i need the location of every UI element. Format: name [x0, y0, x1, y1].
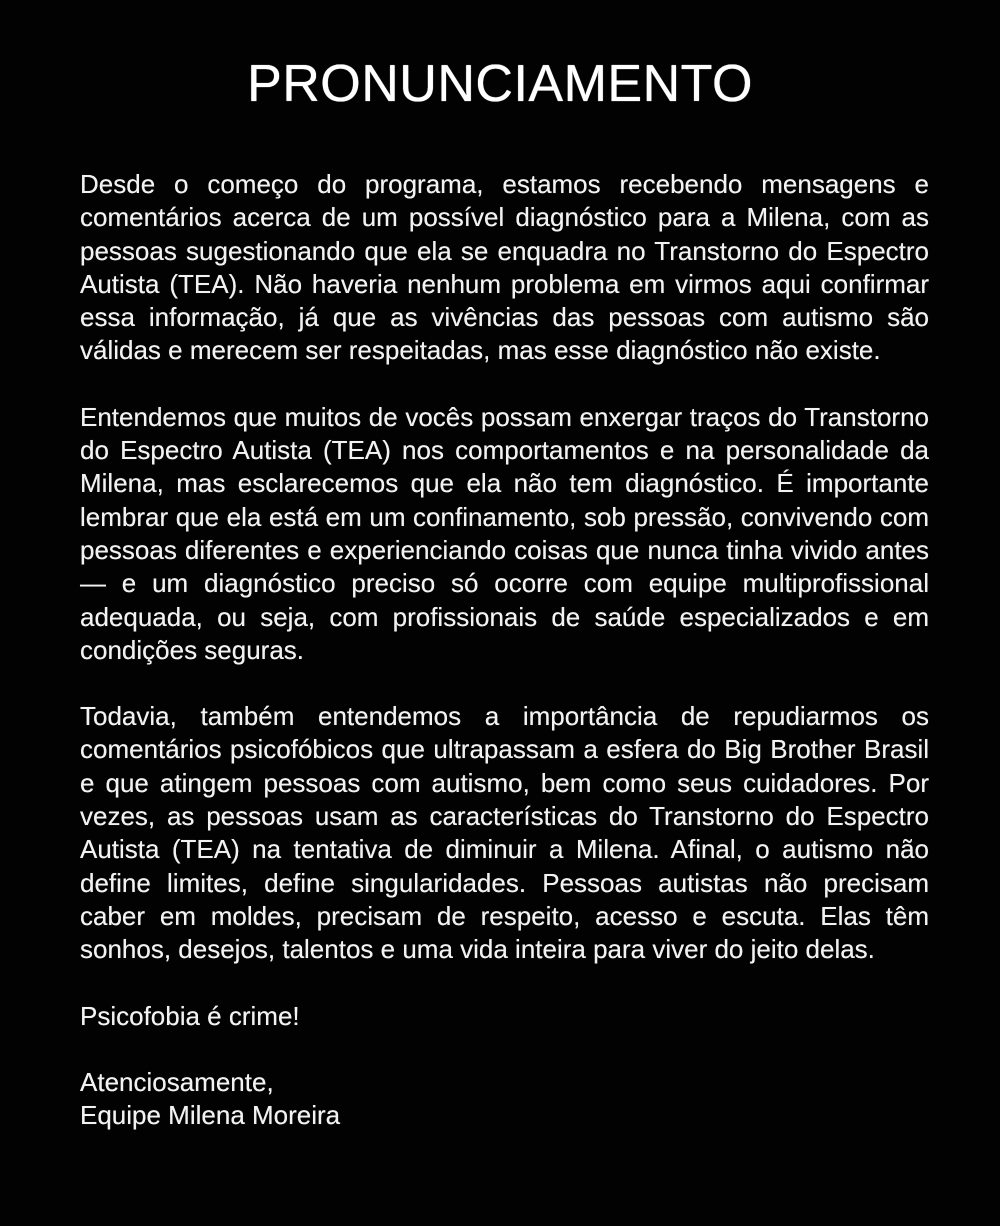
- slogan-text: Psicofobia é crime!: [80, 1000, 300, 1031]
- statement-paragraph: Desde o começo do programa, estamos recebendo mensagens e comentários acerca de um possível diagnóstico para a Milena, com as pessoas sugestionando que ela se enquadra no Transtorno do Espectro Autista (TEA). Não haveria nenhum problema em virmos aqui confirmar essa informação, já que as vivências das pessoas com autismo são válidas e merecem ser respeitadas, mas esse diagnóstico não existe.: [80, 169, 929, 366]
- signature-block: [80, 1066, 929, 1133]
- statement-paragraph: Todavia, também entendemos a importância de repudiarmos os comentários psicofóbicos que ultrapassam a esfera do Big Brother Brasil e que atingem pessoas com autismo, bem como seus cuidadores. Por vezes, as pessoas usam as características do Transtorno do Espectro Autista (TEA) na tentativa de diminuir a Milena. Afinal, o autismo não define limites, define singularidades. Pessoas autistas não precisam caber em moldes, precisam de respeito, acesso e escuta. Elas têm sonhos, desejos, talentos e uma vida inteira para viver do jeito delas.: [80, 701, 929, 965]
- statement-paragraph: Entendemos que muitos de vocês possam enxergar traços do Transtorno do Espectro Autista (TEA) nos comportamentos e na personalidade da Milena, mas esclarecemos que ela não tem diagnóstico. É importante lembrar que ela está em um confinamento, sob pressão, convivendo com pessoas diferentes e experienciando coisas que nunca tinha vivido antes — e um diagnóstico preciso só ocorre com equipe multiprofissional adequada, ou seja, com profissionais de saúde especializados e em condições seguras.: [80, 401, 929, 665]
- page-title: PRONUNCIAMENTO: [247, 55, 753, 113]
- signoff-text: Atenciosamente,: [80, 1066, 274, 1097]
- signature-text: Equipe Milena Moreira: [80, 1100, 341, 1131]
- statement-body: [80, 168, 929, 1132]
